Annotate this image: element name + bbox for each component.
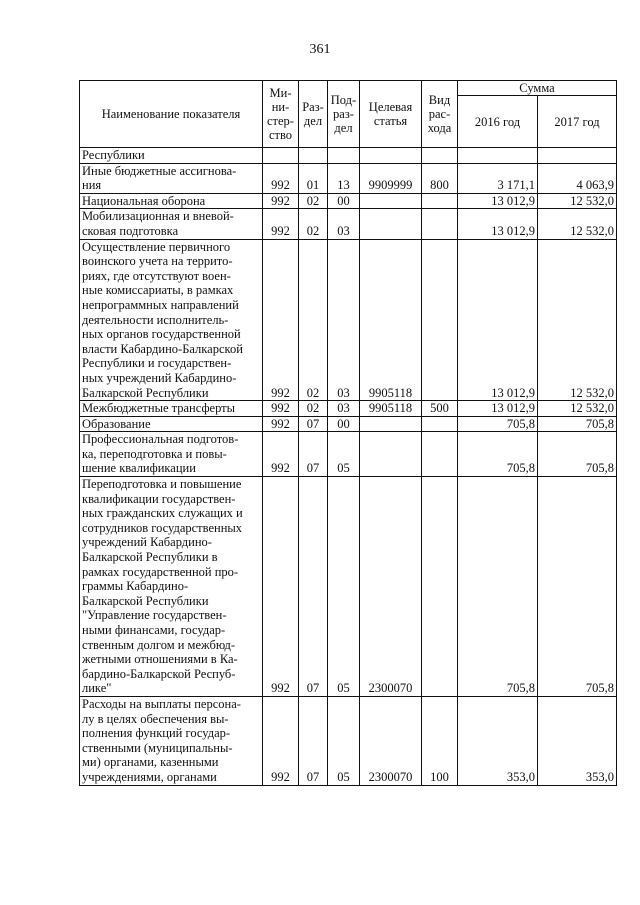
cell-name: Профессиональная подготов- ка, переподготовка и повы- шение квалификации	[80, 432, 263, 477]
cell-section: 01	[299, 163, 328, 193]
cell-name: Переподготовка и повышение квалификации государствен- ных гражданских служащих и сотрудников государственных учреждений Кабардино- Балкарской Республики в рамках государственной про- граммы Кабардино- Балкарской Республики "Управление государствен- ными финансами, государ- ственным долгом и межбюд- жетными отношениями в Ка- бардино-Балкарской Респуб- лике"	[80, 477, 263, 697]
cell-ministry: 992	[263, 432, 299, 477]
header-ministry: Ми- ни- стер- ство	[263, 81, 299, 148]
cell-value-2016: 705,8	[458, 477, 538, 697]
cell-expense-type: 800	[422, 163, 458, 193]
cell-value-2016: 13 012,9	[458, 401, 538, 417]
cell-subsection: 00	[328, 193, 360, 209]
table-row	[80, 193, 617, 209]
table-row	[80, 163, 617, 193]
cell-section: 07	[299, 477, 328, 697]
cell-expense-type	[422, 432, 458, 477]
header-target: Целевая статья	[360, 81, 422, 148]
cell-value-2016: 13 012,9	[458, 193, 538, 209]
cell-value-2017: 12 532,0	[538, 193, 617, 209]
cell-subsection	[328, 148, 360, 164]
cell-target: 2300070	[360, 477, 422, 697]
cell-subsection: 05	[328, 696, 360, 785]
table-row	[80, 209, 617, 239]
cell-target: 2300070	[360, 696, 422, 785]
cell-value-2017: 12 532,0	[538, 401, 617, 417]
cell-target: 9909999	[360, 163, 422, 193]
cell-ministry	[263, 148, 299, 164]
cell-ministry: 992	[263, 163, 299, 193]
cell-name: Республики	[80, 148, 263, 164]
cell-subsection: 00	[328, 416, 360, 432]
cell-target	[360, 416, 422, 432]
cell-section: 02	[299, 193, 328, 209]
page-number: 361	[309, 42, 331, 57]
header-subsection: Под- раз- дел	[328, 81, 360, 148]
cell-target	[360, 209, 422, 239]
table-row	[80, 416, 617, 432]
cell-target	[360, 148, 422, 164]
table-row	[80, 477, 617, 697]
cell-subsection: 03	[328, 401, 360, 417]
cell-value-2017: 12 532,0	[538, 239, 617, 401]
cell-value-2017: 705,8	[538, 416, 617, 432]
header-section: Раз- дел	[299, 81, 328, 148]
cell-ministry: 992	[263, 477, 299, 697]
cell-expense-type	[422, 477, 458, 697]
cell-value-2016: 353,0	[458, 696, 538, 785]
cell-section	[299, 148, 328, 164]
cell-expense-type	[422, 209, 458, 239]
cell-ministry: 992	[263, 193, 299, 209]
cell-subsection: 03	[328, 209, 360, 239]
cell-target	[360, 432, 422, 477]
cell-section: 02	[299, 401, 328, 417]
cell-value-2016: 3 171,1	[458, 163, 538, 193]
cell-expense-type: 100	[422, 696, 458, 785]
cell-subsection: 03	[328, 239, 360, 401]
header-sum: Сумма	[458, 81, 617, 96]
cell-target: 9905118	[360, 401, 422, 417]
cell-name: Межбюджетные трансферты	[80, 401, 263, 417]
cell-expense-type: 500	[422, 401, 458, 417]
cell-value-2016: 13 012,9	[458, 239, 538, 401]
header-year-2016: 2016 год	[458, 96, 538, 148]
cell-name: Образование	[80, 416, 263, 432]
cell-ministry: 992	[263, 416, 299, 432]
cell-ministry: 992	[263, 209, 299, 239]
cell-name: Национальная оборона	[80, 193, 263, 209]
cell-subsection: 13	[328, 163, 360, 193]
cell-value-2017	[538, 148, 617, 164]
budget-table	[79, 80, 617, 786]
cell-section: 07	[299, 696, 328, 785]
cell-value-2016: 705,8	[458, 416, 538, 432]
cell-section: 07	[299, 416, 328, 432]
cell-ministry: 992	[263, 239, 299, 401]
table-row	[80, 148, 617, 164]
cell-value-2016: 13 012,9	[458, 209, 538, 239]
cell-value-2017: 4 063,9	[538, 163, 617, 193]
table-row	[80, 432, 617, 477]
cell-expense-type	[422, 416, 458, 432]
cell-value-2017: 705,8	[538, 477, 617, 697]
header-name: Наименование показателя	[80, 81, 263, 148]
cell-name: Расходы на выплаты персона- лу в целях обеспечения вы- полнения функций государ- ственными (муниципальны- ми) органами, казенными учреждениями, органами	[80, 696, 263, 785]
cell-section: 02	[299, 239, 328, 401]
cell-expense-type	[422, 148, 458, 164]
cell-section: 02	[299, 209, 328, 239]
cell-name: Осуществление первичного воинского учета на террито- риях, где отсутствуют воен- ные комиссариаты, в рамках непрограммных направлений деятельности исполнитель- ных органов государственной власти Кабардино-Балкарской Республики и государствен- ных учреждений Кабардино- Балкарской Республики	[80, 239, 263, 401]
cell-target: 9905118	[360, 239, 422, 401]
cell-subsection: 05	[328, 432, 360, 477]
cell-subsection: 05	[328, 477, 360, 697]
header-year-2017: 2017 год	[538, 96, 617, 148]
cell-ministry: 992	[263, 696, 299, 785]
cell-value-2016: 705,8	[458, 432, 538, 477]
cell-value-2017: 705,8	[538, 432, 617, 477]
table-row	[80, 696, 617, 785]
cell-ministry: 992	[263, 401, 299, 417]
table-body	[80, 148, 617, 786]
header-expense-type: Вид рас- хода	[422, 81, 458, 148]
cell-value-2017: 353,0	[538, 696, 617, 785]
cell-value-2017: 12 532,0	[538, 209, 617, 239]
cell-name: Иные бюджетные ассигнова- ния	[80, 163, 263, 193]
cell-target	[360, 193, 422, 209]
cell-name: Мобилизационная и вневой- сковая подготовка	[80, 209, 263, 239]
table-row	[80, 401, 617, 417]
cell-expense-type	[422, 239, 458, 401]
cell-section: 07	[299, 432, 328, 477]
cell-expense-type	[422, 193, 458, 209]
cell-value-2016	[458, 148, 538, 164]
table-row	[80, 239, 617, 401]
